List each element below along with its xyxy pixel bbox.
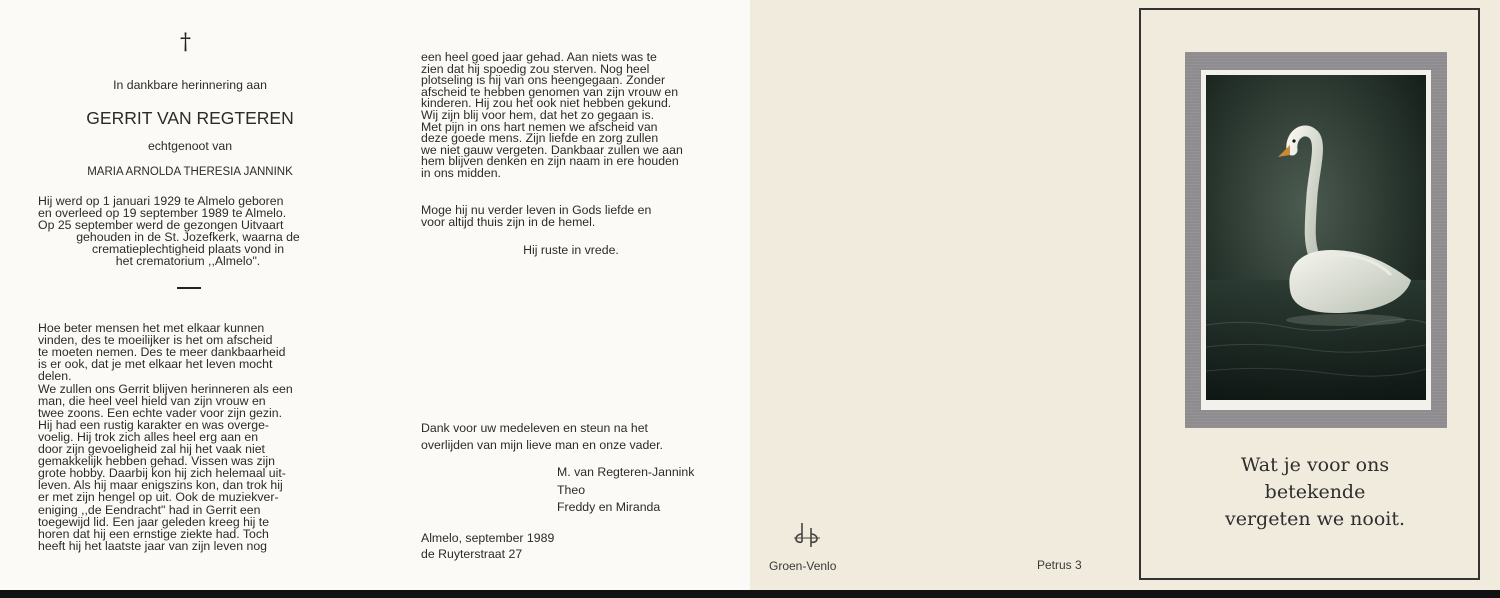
body-line: door zijn gevoeligheid zal hij het vaak niet: [38, 442, 265, 456]
body-line: horen dat hij een ernstige ziekte had. Toch: [38, 526, 269, 541]
body-line: een heel goed jaar gehad. Aan niets was te: [421, 50, 657, 64]
body-line: leven. Als hij maar enigszins kon, dan trok hij: [38, 478, 283, 493]
thanks-line: overlijden van mijn lieve man en onze vader.: [421, 438, 663, 452]
spouse-name: MARIA ARNOLDA THERESIA JANNINK: [87, 166, 293, 178]
deceased-name: GERRIT VAN REGTEREN: [86, 108, 294, 128]
card-model: Petrus 3: [1037, 558, 1082, 572]
swan-photo: [1206, 75, 1426, 400]
caption-line: betekende: [1264, 481, 1366, 503]
body-line: delen.: [38, 369, 72, 384]
address: de Ruyterstraat 27: [421, 547, 523, 561]
bio-line: Hij werd op 1 januari 1929 te Almelo geboren: [38, 194, 284, 208]
bio-line: gehouden in de St. Jozefkerk, waarna de: [76, 230, 300, 244]
body-line: toegewijd lid. Een jaar geleden kreeg hij te: [38, 514, 270, 529]
body-line: Hij had een rustig karakter en was overge-: [38, 417, 270, 432]
publisher-name: Groen-Venlo: [769, 559, 837, 573]
body-line: deze goede mens. Zijn liefde en zorg zullen: [421, 131, 659, 146]
bio-line: en overleed op 19 september 1989 te Almelo.: [38, 206, 287, 220]
body-line: is er ook, dat je met elkaar het leven mocht: [38, 357, 273, 372]
cover-caption: [1185, 452, 1445, 533]
caption-line: vergeten we nooit.: [1224, 508, 1406, 530]
place-date: Almelo, september 1989: [421, 531, 555, 545]
rest-in-peace: Hij ruste in vrede.: [523, 243, 619, 257]
body-line: Hoe beter mensen het met elkaar kunnen: [38, 321, 265, 335]
body-line: eniging ,,de Eendracht" had in Gerrit een: [38, 502, 261, 517]
body-line: hem blijven denken en zijn naam in ere houden: [421, 154, 679, 169]
right-inner-page: [375, 0, 750, 590]
back-cover: [750, 0, 1125, 590]
body-line: plotseling is hij van ons heengegaan. Zonder: [421, 73, 666, 88]
body-line: afscheid te hebben genomen van zijn vrouw en: [421, 84, 679, 99]
photo-border: [1201, 70, 1431, 410]
left-inner-page: [0, 0, 375, 590]
thanks-line: Dank voor uw medeleven en steun na het: [421, 421, 648, 435]
body-line: grote hobby. Daarbij kon hij zich helemaal uit-: [38, 466, 286, 481]
caption-line: Wat je voor ons: [1240, 454, 1390, 476]
scan-edge: [0, 590, 1500, 598]
cross-icon: †: [180, 30, 191, 55]
bio-line: Op 25 september werd de gezongen Uitvaart: [38, 218, 284, 232]
prayer-line: voor altijd thuis zijn in de hemel.: [421, 215, 596, 229]
body-line: kinderen. Hij zou het ook niet hebben gekund.: [421, 96, 672, 111]
body-line: gemakkelijk hebben gehad. Vissen was zijn: [38, 454, 275, 469]
body-line: te moeten nemen. Des te meer dankbaarheid: [38, 345, 286, 360]
body-line: vinden, des te moeilijker is het om afscheid: [38, 333, 273, 348]
intro-text: In dankbare herinnering aan: [113, 78, 267, 92]
body-line: er met zijn hengel op uit. Ook de muziekver-: [38, 490, 279, 505]
prayer-line: Moge hij nu verder leven in Gods liefde en: [421, 203, 652, 217]
publisher-logo-icon: [790, 520, 824, 550]
body-line: heeft hij het laatste jaar van zijn leven nog: [38, 538, 268, 553]
signature-line: Theo: [557, 483, 586, 497]
bio-line: crematieplechtigheid plaats vond in: [91, 242, 285, 256]
body-line: voelig. Hij trok zich alles heel erg aan en: [38, 429, 259, 444]
body-line: zien dat hij spoedig zou sterven. Nog heel: [421, 61, 650, 76]
body-line: we niet gauw vergeten. Dankbaar zullen we aan: [421, 142, 683, 157]
body-line: in ons midden.: [421, 166, 501, 180]
body-line: Met pijn in ons hart nemen we afscheid van: [421, 119, 658, 134]
photo-mat: [1185, 52, 1447, 428]
swan-icon: [1206, 75, 1426, 400]
body-line: man, die heel veel hield van zijn vrouw en: [38, 393, 266, 408]
body-line: We zullen ons Gerrit blijven herinneren als een: [38, 381, 293, 396]
spouse-label: echtgenoot van: [147, 139, 233, 153]
bio-line: het crematorium ,,Almelo".: [115, 254, 261, 268]
body-line: Wij zijn blij voor hem, dat het zo gegaan is.: [421, 108, 655, 122]
signature-line: Freddy en Miranda: [557, 500, 661, 514]
signature-line: M. van Regteren-Jannink: [557, 465, 695, 479]
front-cover: [1125, 0, 1500, 590]
divider-rule: [177, 287, 201, 289]
body-line: twee zoons. Een echte vader voor zijn gezin.: [38, 405, 283, 420]
